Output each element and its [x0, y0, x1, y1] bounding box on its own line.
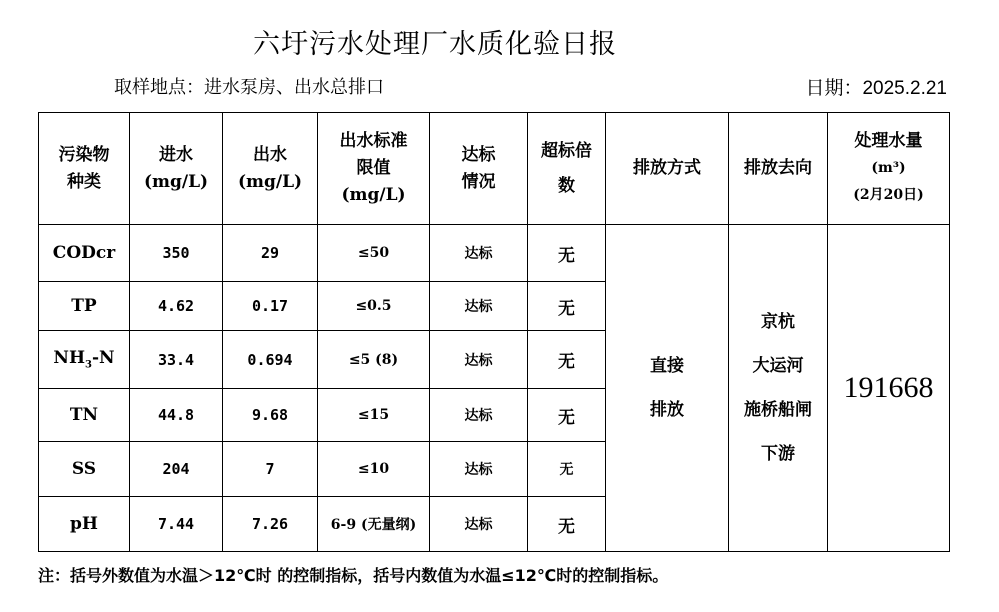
limit-value: 6-9 (无量纲)	[318, 497, 430, 552]
limit-value: ≤50	[318, 225, 430, 282]
water-quality-table	[38, 112, 950, 552]
limit-value: ≤0.5	[318, 282, 430, 331]
exceed-value: 无	[528, 389, 606, 442]
footnote: 注：括号外数值为水温＞12℃时 的控制指标，括号内数值为水温≤12℃时的控制指标。	[38, 566, 669, 585]
col-header-status: 达标 情况	[430, 113, 528, 225]
status-value: 达标	[430, 225, 528, 282]
status-value: 达标	[430, 442, 528, 497]
col-header-discharge-destination: 排放去向	[729, 113, 828, 225]
discharge-destination-cell: 京杭 大运河 施桥船闸 下游	[729, 225, 828, 552]
outflow-value: 7.26	[223, 497, 318, 552]
inflow-value: 44.8	[130, 389, 223, 442]
col-header-discharge-method: 排放方式	[606, 113, 729, 225]
sampling-location: 取样地点：进水泵房、出水总排口	[114, 77, 384, 98]
col-header-inflow: 进水 (mg/L)	[130, 113, 223, 225]
inflow-value: 350	[130, 225, 223, 282]
status-value: 达标	[430, 497, 528, 552]
inflow-value: 4.62	[130, 282, 223, 331]
discharge-method-cell: 直接 排放	[606, 225, 729, 552]
header-row	[39, 113, 950, 225]
treated-volume: 191668	[828, 225, 950, 552]
inflow-value: 7.44	[130, 497, 223, 552]
pollutant-name: $NH_3-N$	[39, 331, 130, 389]
exceed-value: 无	[528, 442, 606, 497]
outflow-value: 9.68	[223, 389, 318, 442]
inflow-value: 33.4	[130, 331, 223, 389]
exceed-value: 无	[528, 225, 606, 282]
pollutant-name: TP	[39, 282, 130, 331]
status-value: 达标	[430, 389, 528, 442]
report-title: 六圩污水处理厂水质化验日报	[253, 29, 617, 60]
inflow-value: 204	[130, 442, 223, 497]
outflow-value: 29	[223, 225, 318, 282]
col-header-pollutant: 污染物 种类	[39, 113, 130, 225]
pollutant-name: pH	[39, 497, 130, 552]
exceed-value: 无	[528, 497, 606, 552]
exceed-value: 无	[528, 331, 606, 389]
limit-value: ≤5 (8)	[318, 331, 430, 389]
exceed-value: 无	[528, 282, 606, 331]
pollutant-name: TN	[39, 389, 130, 442]
status-value: 达标	[430, 282, 528, 331]
col-header-standard: 出水标准 限值 (mg/L)	[318, 113, 430, 225]
limit-value: ≤15	[318, 389, 430, 442]
limit-value: ≤10	[318, 442, 430, 497]
outflow-value: 0.694	[223, 331, 318, 389]
pollutant-name: CODcr	[39, 225, 130, 282]
pollutant-name: SS	[39, 442, 130, 497]
outflow-value: 7	[223, 442, 318, 497]
status-value: 达标	[430, 331, 528, 389]
col-header-volume: 处理水量 (m³) (2月20日)	[828, 113, 950, 225]
col-header-exceed: 超标倍 数	[528, 113, 606, 225]
table-row	[39, 225, 950, 282]
report-date: 日期：2025.2.21	[805, 78, 947, 99]
outflow-value: 0.17	[223, 282, 318, 331]
col-header-outflow: 出水 (mg/L)	[223, 113, 318, 225]
